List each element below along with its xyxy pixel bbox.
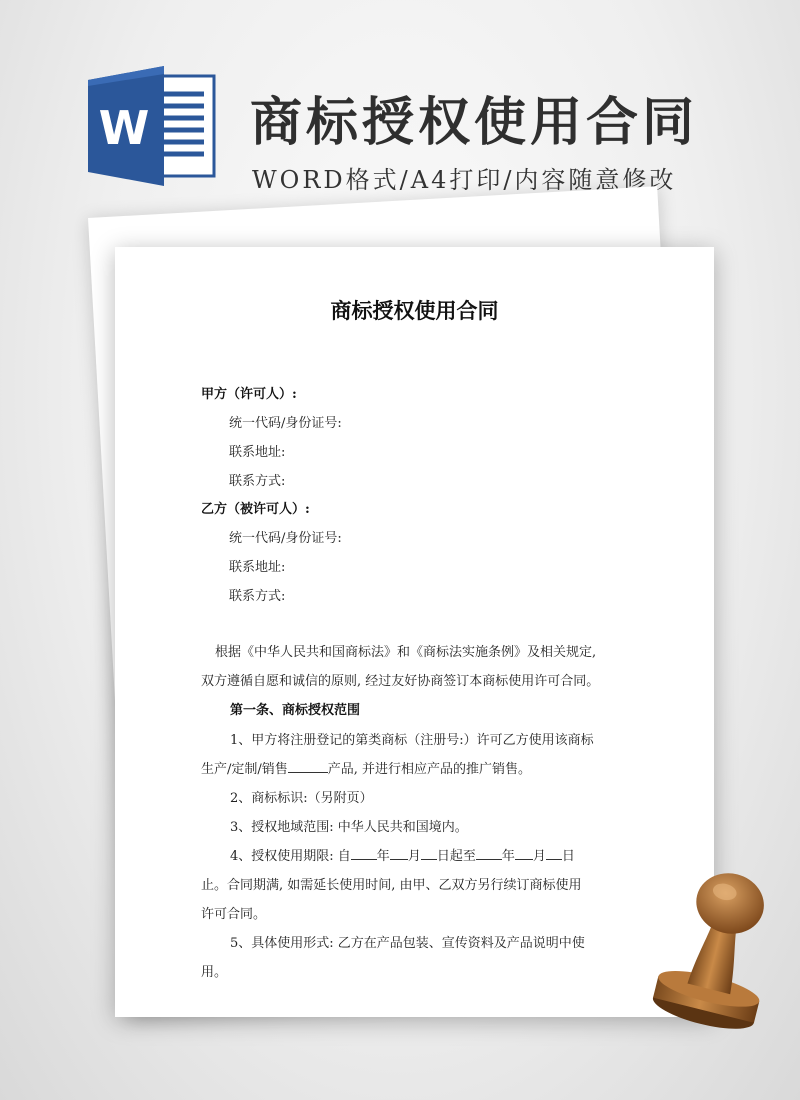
header-subtitle: WORD格式/A4打印/内容随意修改 — [252, 166, 677, 194]
clause-4-year1: 年 — [376, 849, 390, 864]
party-b-label: 乙方（被许可人）: — [201, 502, 310, 517]
blank-field — [351, 847, 377, 860]
party-b-contact: 联系方式: — [229, 589, 286, 604]
document-page — [115, 247, 714, 1017]
party-a-contact: 联系方式: — [229, 474, 286, 489]
party-a-label: 甲方（许可人）: — [201, 387, 297, 402]
document-title: 商标授权使用合同 — [330, 298, 499, 323]
party-b-code: 统一代码/身份证号: — [229, 531, 342, 546]
blank-field — [515, 847, 533, 860]
clause-5-line-2: 用。 — [201, 965, 228, 980]
blank-field — [390, 847, 408, 860]
clause-5-line-1: 5、具体使用形式: 乙方在产品包装、宣传资料及产品说明中使 — [230, 936, 585, 951]
clause-4-line-2: 止。合同期满, 如需延长使用时间, 由甲、乙双方另行续订商标使用 — [201, 878, 582, 893]
intro-line-2: 双方遵循自愿和诚信的原则, 经过友好协商签订本商标使用许可合同。 — [201, 674, 600, 689]
intro-line-1: 根据《中华人民共和国商标法》和《商标法实施条例》及相关规定, — [215, 645, 597, 660]
clause-4-month1: 月 — [407, 849, 421, 864]
clause-1-suffix: 产品, 并进行相应产品的推广销售。 — [327, 762, 532, 777]
clause-1-line-1: 1、甲方将注册登记的第类商标（注册号:）许可乙方使用该商标 — [230, 733, 594, 748]
clause-4-month2: 月 — [532, 849, 546, 864]
clause-4-line-1 — [230, 845, 575, 864]
blank-field — [476, 847, 502, 860]
blank-field — [421, 847, 437, 860]
clause-4-end: 日 — [561, 849, 575, 864]
clause-3: 3、授权地域范围: 中华人民共和国境内。 — [230, 820, 468, 835]
clause-2: 2、商标标识:（另附页） — [230, 791, 373, 806]
blank-field — [288, 760, 328, 773]
clause-4-year2: 年 — [501, 849, 515, 864]
article-1-heading: 第一条、商标授权范围 — [230, 703, 361, 718]
party-a-address: 联系地址: — [229, 445, 286, 460]
word-icon — [88, 66, 218, 186]
party-b-address: 联系地址: — [229, 560, 286, 575]
header-title: 商标授权使用合同 — [250, 93, 699, 153]
party-a-code: 统一代码/身份证号: — [229, 416, 342, 431]
clause-4-day1: 日起至 — [436, 849, 476, 864]
rubber-stamp-icon — [648, 862, 783, 1037]
blank-field — [546, 847, 562, 860]
word-icon-letter: W — [98, 101, 150, 155]
clause-4-line-3: 许可合同。 — [201, 907, 267, 922]
clause-1-prefix: 生产/定制/销售 — [201, 762, 288, 777]
clause-4-prefix: 4、授权使用期限: 自 — [230, 849, 351, 864]
clause-1-line-2 — [201, 758, 531, 777]
